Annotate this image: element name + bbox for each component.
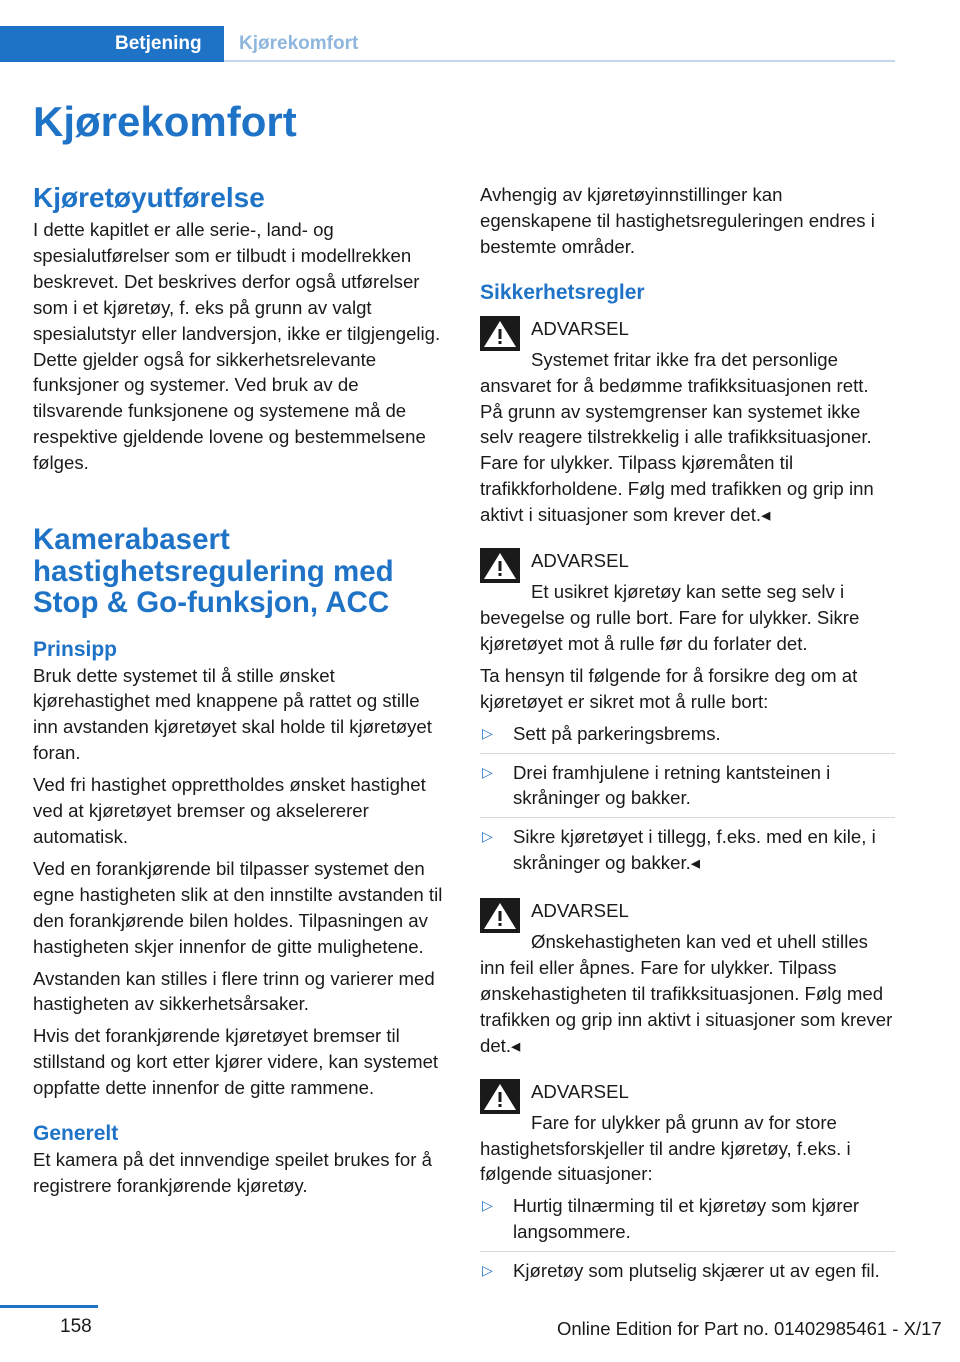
warning-label: ADVARSEL (531, 550, 629, 572)
edition-note: Online Edition for Part no. 01402985461 - X/17 (557, 1318, 942, 1339)
list-item: ▷ Sikre kjøretøyet i tillegg, f.eks. med en kile, i skråninger og bakker.◂ (482, 826, 876, 874)
warning-label: ADVARSEL (531, 900, 629, 922)
warning-block-1 (480, 316, 895, 528)
warning-text: Et usikret kjøretøy kan sette seg selv i bevegelse og rulle bort. Fare for ulykker. Sikre kjøretøyet mot å rulle før du forlater det. (480, 581, 860, 654)
warning-block-3 (480, 898, 895, 1059)
subheading-prinsipp: Prinsipp (33, 637, 118, 661)
tab-betjening[interactable]: Betjening (0, 26, 224, 62)
paragraph: Hvis det forankjørende kjøretøyet bremser til stillstand og kort etter kjører videre, kan systemet oppfatte dette innenfor de gitte rammene. (33, 1025, 439, 1099)
warning-triangle-icon (480, 1079, 520, 1114)
paragraph: Ta hensyn til følgende for å forsikre deg om at kjøretøyet er sikret mot å rulle bort: (480, 664, 858, 712)
bullet-triangle-icon: ▷ (482, 1262, 493, 1279)
paragraph: I dette kapitlet er alle serie-, land- og spesialutførelser som er tilbudt i modellrekken beskrevet. Det beskrives derfor også utførelser som i et kjøretøy, f. eks på grunn av valgt spesialutstyr eller landversjon, ikke er tilgjengelig. Dette gjelder også for sikkerhetsrelevante funksjoner og systemer. Ved bruk av de tilsvarende funksjonene og systemene må de respektive gjeldende lovene og bestemmelsene følges. (33, 219, 441, 474)
tab-kjorekomfort[interactable]: Kjørekomfort (239, 33, 359, 54)
section-heading-acc: Kamerabasert hastighetsregulering med Stop & Go-funksjon, ACC (33, 523, 394, 620)
paragraph: Et kamera på det innvendige speilet brukes for å registrere forankjørende kjøretøy. (33, 1149, 432, 1196)
paragraph: Ved fri hastighet opprettholdes ønsket hastighet ved at kjøretøyet bremser og akselererer automatisk. (33, 774, 426, 847)
page-title: Kjørekomfort (33, 98, 297, 145)
bullet-list (480, 1193, 895, 1290)
warning-block-2 (480, 548, 895, 657)
paragraph: Avhengig av kjøretøyinnstillinger kan egenskapene til hastighetsreguleringen endres i bestemte områder. (480, 184, 875, 257)
list-item: ▷ Kjøretøy som plutselig skjærer ut av egen fil. (480, 1258, 895, 1290)
section-heading-kjoretoyutforelse: Kjøretøyutførelse (33, 182, 265, 213)
bullet-triangle-icon: ▷ (482, 1197, 493, 1214)
list-item: ▷ Hurtig tilnærming til et kjøretøy som kjører langsommere. (480, 1193, 895, 1252)
warning-text: Fare for ulykker på grunn av for store hastighetsforskjeller til andre kjøretøy, f.eks. i følgende situasjoner: (480, 1111, 851, 1185)
warning-text: Systemet fritar ikke fra det personlige ansvaret for å bedømme trafikksituasjonen rett. På grunn av systemgrenser kan systemet ikke selv reagere tilstrekkelig i alle trafikksituasjoner. Fare for ulykker. Tilpass kjøremåten til trafikkforholdene. Følg med trafikken og grip inn aktivt i situasjoner som krever det.◂ (480, 348, 874, 526)
subheading-sikkerhetsregler: Sikkerhetsregler (480, 280, 645, 304)
paragraph: Bruk dette systemet til å stille ønsket kjørehastighet med knappene på rattet og stille inn avstanden kjøretøyet skal holde til kjøretøyet foran. (33, 664, 432, 764)
paragraph: Ved en forankjørende bil tilpasser systemet den egne hastigheten slik at den innstilte avstanden til den forankjørende bilen holdes. Tilpasningen av hastigheten skjer innenfor de gitte mulighetene. (33, 857, 443, 957)
list-item: ▷ Sett på parkeringsbrems. (480, 721, 895, 754)
warning-block-4 (480, 1079, 895, 1188)
header-bar (0, 26, 895, 62)
right-column (480, 182, 895, 1296)
warning-label: ADVARSEL (531, 317, 629, 339)
list-item: ▷ Drei framhjulene i retning kantsteinen i skråninger og bakker. (480, 760, 895, 819)
paragraph: Avstanden kan stilles i flere trinn og varierer med hastigheten av sikkerhetsårsaker. (33, 967, 435, 1015)
subheading-generelt: Generelt (33, 1122, 119, 1146)
warning-triangle-icon (480, 316, 520, 351)
footer-rule (0, 1305, 98, 1308)
left-column (33, 182, 448, 1205)
warning-triangle-icon (480, 898, 520, 933)
bullet-triangle-icon: ▷ (482, 763, 493, 780)
bullet-triangle-icon: ▷ (482, 724, 493, 741)
page-number: 158 (60, 1316, 92, 1337)
warning-label: ADVARSEL (531, 1080, 629, 1102)
header-divider (224, 60, 895, 62)
bullet-triangle-icon: ▷ (482, 828, 493, 845)
bullet-list (480, 721, 895, 883)
warning-triangle-icon (480, 548, 520, 583)
warning-text: Ønskehastigheten kan ved et uhell stilles inn feil eller åpnes. Fare for ulykker. Tilpass ønskehastigheten til trafikksituasjonen. Følg med trafikken og grip inn aktivt i situasjoner som krever det.◂ (480, 931, 893, 1056)
